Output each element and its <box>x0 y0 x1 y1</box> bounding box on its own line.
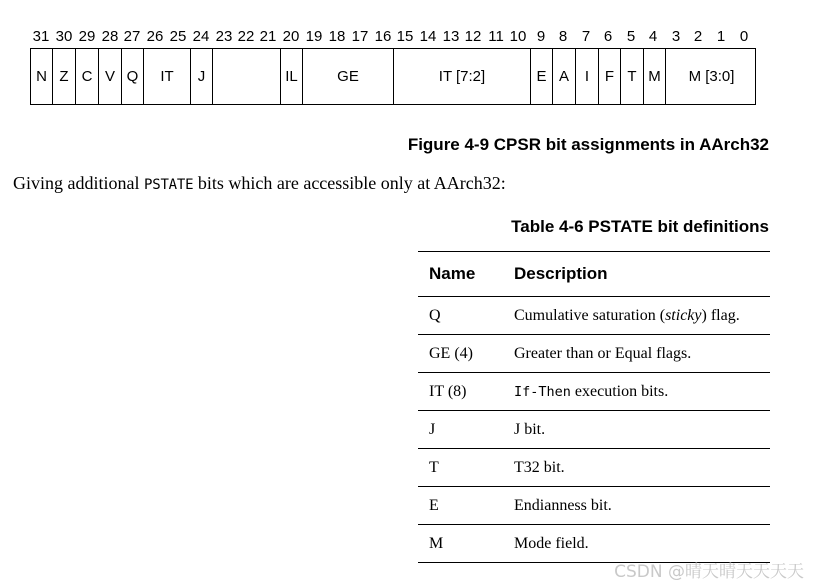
bit-number: 16 <box>374 28 392 45</box>
bit-number: 20 <box>282 28 300 45</box>
row-description-cell <box>503 335 770 373</box>
register-field: IT <box>144 49 191 104</box>
bit-number: 0 <box>739 28 749 45</box>
row-name-cell: GE (4) <box>418 335 503 373</box>
bit-number: 26 <box>146 28 164 45</box>
register-field: N <box>31 49 53 104</box>
description-text: Endianness bit. <box>514 496 612 514</box>
bit-number: 28 <box>101 28 119 45</box>
description-text: Cumulative saturation ( <box>514 306 666 324</box>
row-name-cell: E <box>418 487 503 525</box>
description-text: Greater than or Equal flags. <box>514 344 692 362</box>
table-row <box>418 373 770 411</box>
bit-number: 12 <box>464 28 482 45</box>
description-text: J bit. <box>514 420 546 438</box>
table-caption: Table 4-6 PSTATE bit definitions <box>511 217 769 236</box>
bit-number: 23 <box>215 28 233 45</box>
header-name: Name <box>418 252 503 297</box>
bit-number: 29 <box>78 28 96 45</box>
register-field: GE <box>303 49 394 104</box>
row-name-cell: Q <box>418 297 503 335</box>
row-description-cell <box>503 411 770 449</box>
row-description-cell <box>503 297 770 335</box>
bit-number: 30 <box>55 28 73 45</box>
register-field: C <box>76 49 99 104</box>
bit-number: 17 <box>351 28 369 45</box>
bit-number: 11 <box>488 28 504 45</box>
table-row <box>418 487 770 525</box>
bit-number: 3 <box>671 28 681 45</box>
register-field: Q <box>122 49 144 104</box>
register-field: Z <box>53 49 76 104</box>
watermark: CSDN @晴天晴天天天天 <box>614 562 804 582</box>
description-code: If-Then <box>514 383 571 400</box>
body-text-code: PSTATE <box>143 177 194 193</box>
row-name-cell: M <box>418 525 503 563</box>
header-description: Description <box>503 252 770 297</box>
bit-number: 21 <box>259 28 277 45</box>
pstate-definitions-table <box>418 251 770 563</box>
register-field: A <box>553 49 576 104</box>
bit-number: 2 <box>693 28 703 45</box>
table-row <box>418 335 770 373</box>
table-row <box>418 297 770 335</box>
register-field: F <box>599 49 621 104</box>
row-description-cell <box>503 449 770 487</box>
description-text-after: execution bits. <box>570 382 669 400</box>
row-name-cell: J <box>418 411 503 449</box>
body-paragraph <box>13 173 506 194</box>
table-row <box>418 411 770 449</box>
row-description-cell <box>503 487 770 525</box>
bit-number: 27 <box>123 28 141 45</box>
row-name-cell: T <box>418 449 503 487</box>
register-field: IL <box>281 49 303 104</box>
table-header-row <box>418 252 770 297</box>
bit-number: 6 <box>603 28 613 45</box>
register-field: I <box>576 49 599 104</box>
bit-number: 22 <box>237 28 255 45</box>
register-field <box>213 49 281 104</box>
cpsr-register-diagram <box>30 48 756 105</box>
body-text-after: bits which are accessible only at AArch32: <box>193 173 506 193</box>
figure-caption: Figure 4-9 CPSR bit assignments in AArch32 <box>407 135 769 154</box>
bit-number: 7 <box>581 28 591 45</box>
body-text-before: Giving additional <box>13 173 144 193</box>
register-field: V <box>99 49 122 104</box>
bit-number: 14 <box>419 28 437 45</box>
bit-number: 10 <box>509 28 527 45</box>
bit-number: 4 <box>648 28 658 45</box>
bit-number: 15 <box>396 28 414 45</box>
row-description-cell <box>503 373 770 411</box>
register-field: IT [7:2] <box>394 49 531 104</box>
table-row <box>418 449 770 487</box>
description-italic: sticky <box>665 306 702 324</box>
row-name-cell: IT (8) <box>418 373 503 411</box>
register-field: E <box>531 49 553 104</box>
register-field: T <box>621 49 644 104</box>
bit-number: 25 <box>169 28 187 45</box>
bit-number: 18 <box>328 28 346 45</box>
bit-number: 31 <box>32 28 50 45</box>
bit-number: 5 <box>626 28 636 45</box>
bit-number: 9 <box>536 28 546 45</box>
bit-number: 8 <box>558 28 568 45</box>
bit-number: 1 <box>716 28 726 45</box>
bit-number: 24 <box>192 28 210 45</box>
description-text: Mode field. <box>514 534 589 552</box>
register-field: J <box>191 49 213 104</box>
description-text: T32 bit. <box>514 458 565 476</box>
register-field: M [3:0] <box>688 68 735 85</box>
bit-number: 19 <box>305 28 323 45</box>
description-text-after: ) flag. <box>701 306 740 324</box>
register-field: M <box>644 49 666 104</box>
bit-number: 13 <box>442 28 460 45</box>
